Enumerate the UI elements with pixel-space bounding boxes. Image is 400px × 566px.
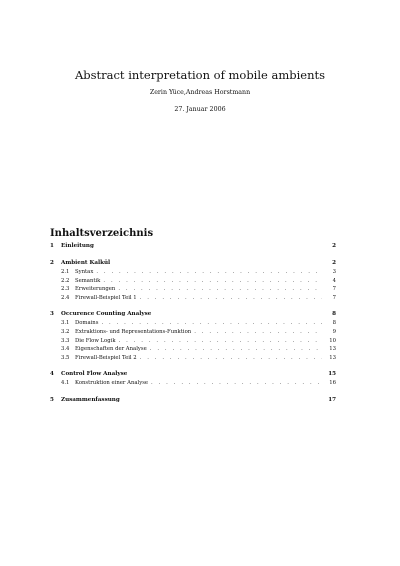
toc-section-number: 1	[50, 243, 54, 249]
toc-subsection-number: 3.3	[61, 337, 70, 344]
toc-subsection-page: 7	[332, 286, 336, 293]
toc-leader-dots	[150, 346, 322, 352]
toc-subsection[interactable]	[50, 338, 336, 347]
toc-subsection-title: Firewall-Beispiel Teil 2	[75, 354, 137, 361]
toc-section[interactable]	[50, 397, 336, 406]
toc-subsection-page: 16	[329, 380, 336, 387]
toc-subsection-number: 2.1	[61, 269, 70, 275]
toc-section-page: 15	[328, 371, 336, 378]
toc-subsection-number: 2.2	[61, 277, 70, 284]
toc-leader-dots	[101, 320, 322, 326]
toc-subsection-page: 9	[332, 328, 336, 335]
toc-section[interactable]	[50, 260, 336, 269]
toc-section[interactable]	[50, 371, 336, 380]
document-authors: Zerin Yüce,Andreas Horstmann	[149, 89, 251, 96]
toc-leader-dots	[140, 355, 322, 361]
toc-subsection-title: Syntax	[75, 269, 94, 275]
toc-leader-dots	[118, 286, 322, 292]
toc-section-page: 8	[332, 311, 336, 318]
toc-section[interactable]	[50, 311, 336, 320]
toc-leader-dots	[119, 338, 322, 344]
toc-subsection-page: 4	[332, 277, 336, 284]
toc-subsection-page: 8	[332, 320, 336, 327]
toc-subsection-number: 3.5	[61, 354, 70, 361]
toc-section-title: Zusammenfassung	[61, 396, 120, 403]
toc-subsection-title: Eigenschaften der Analyse	[75, 346, 147, 353]
toc-section-title: Einleitung	[61, 243, 94, 249]
toc-subsection-title: Konstruktion einer Analyse	[75, 380, 149, 387]
toc-subsection[interactable]	[50, 355, 336, 364]
toc-section-number: 4	[50, 371, 54, 378]
toc-subsection[interactable]	[50, 320, 336, 329]
toc-section[interactable]	[50, 243, 336, 252]
toc-section-page: 2	[332, 260, 336, 266]
toc-subsection[interactable]	[50, 295, 336, 304]
toc-leader-dots	[96, 269, 322, 275]
toc-subsection-title: Die Flow Logik	[75, 337, 116, 344]
toc-heading: Inhaltsverzeichnis	[50, 228, 154, 239]
toc-subsection-title: Domains	[75, 320, 99, 327]
toc-section-title: Control Flow Analyse	[61, 371, 128, 378]
toc-subsection-page: 10	[329, 337, 336, 344]
toc-section-page: 2	[332, 243, 336, 249]
toc-section-number: 3	[50, 311, 54, 318]
toc-subsection[interactable]	[50, 329, 336, 338]
toc-subsection-number: 2.4	[61, 294, 70, 301]
toc-subsection-number: 3.4	[61, 346, 70, 353]
toc-section-number: 5	[50, 396, 54, 403]
toc-section-title: Ambient Kalkül	[61, 260, 111, 266]
toc-subsection-title: Erweiterungen	[75, 286, 116, 293]
table-of-contents	[50, 243, 336, 406]
toc-subsection-page: 13	[329, 346, 336, 353]
toc-section-title: Occurence Counting Analyse	[61, 311, 152, 318]
toc-leader-dots	[194, 329, 322, 335]
toc-subsection-title: Semantik	[75, 277, 101, 284]
toc-subsection[interactable]	[50, 286, 336, 295]
toc-subsection-number: 3.1	[61, 320, 70, 327]
toc-subsection[interactable]	[50, 278, 336, 287]
document-title: Abstract interpretation of mobile ambients	[74, 68, 326, 82]
toc-section-page: 17	[328, 396, 336, 403]
toc-leader-dots	[151, 380, 322, 386]
toc-subsection[interactable]	[50, 346, 336, 355]
toc-subsection[interactable]	[50, 380, 336, 389]
toc-subsection-number: 3.2	[61, 328, 70, 335]
toc-subsection-title: Extraktions- und Representations-Funktion	[75, 328, 192, 335]
toc-leader-dots	[140, 295, 322, 301]
toc-subsection-page: 3	[332, 269, 336, 275]
document-date: 27. Januar 2006	[174, 106, 226, 113]
toc-subsection-page: 13	[329, 354, 336, 361]
toc-section-number: 2	[50, 260, 54, 266]
toc-subsection[interactable]	[50, 269, 336, 278]
toc-subsection-page: 7	[332, 294, 336, 301]
toc-subsection-number: 2.3	[61, 286, 70, 293]
toc-subsection-title: Firewall-Beispiel Teil 1	[75, 294, 137, 301]
toc-subsection-number: 4.1	[61, 380, 70, 387]
toc-leader-dots	[103, 278, 322, 284]
